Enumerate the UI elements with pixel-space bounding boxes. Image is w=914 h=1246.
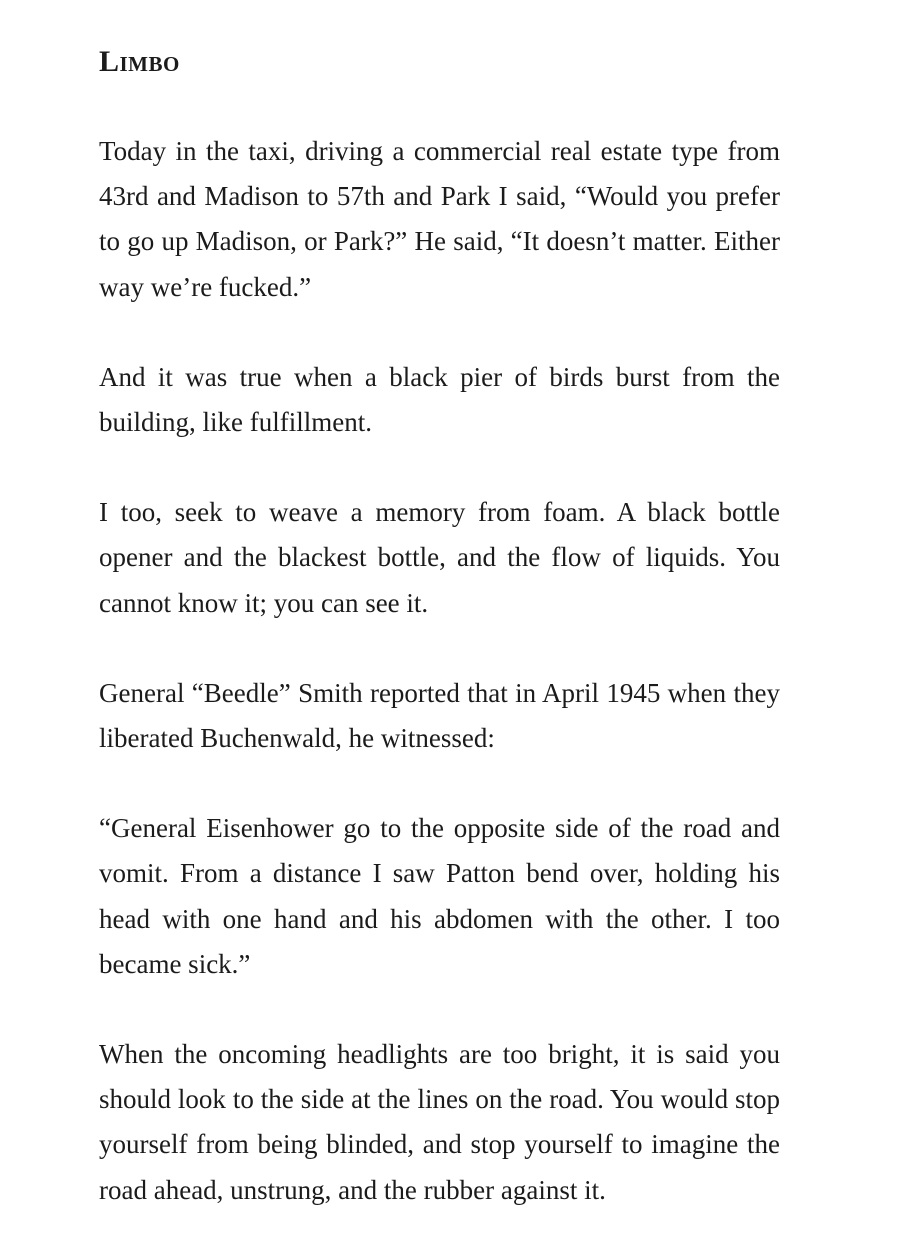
document-page xyxy=(99,40,780,1213)
paragraph-headlights: When the oncoming headlights are too bright, it is said you should look to the side at the lines on the road. You would stop yourself from being blinded, and stop yourself to imagine the road ahead, unstrung, and the rubber against it. xyxy=(99,1039,780,1205)
poem-title: Limbo xyxy=(99,45,180,78)
paragraph-birds: And it was true when a black pier of birds burst from the building, like fulfillment. xyxy=(99,361,780,438)
paragraph-taxi: Today in the taxi, driving a commercial real estate type from 43rd and Madison to 57th and Park I said, “Would you prefer to go up Madison, or Park?” He said, “It doesn’t matter. Either way we’re fucked.” xyxy=(99,136,780,302)
poem-body xyxy=(99,129,780,1213)
paragraph-buchenwald: General “Beedle” Smith reported that in April 1945 when they liberated Buchenwald, he witnessed: xyxy=(99,677,780,754)
paragraph-foam: I too, seek to weave a memory from foam. A black bottle opener and the blackest bottle, and the flow of liquids. You cannot know it; you can see it. xyxy=(99,497,780,618)
paragraph-quote: “General Eisenhower go to the opposite side of the road and vomit. From a distance I saw Patton bend over, holding his head with one hand and his abdomen with the other. I too became sick.” xyxy=(99,813,780,979)
